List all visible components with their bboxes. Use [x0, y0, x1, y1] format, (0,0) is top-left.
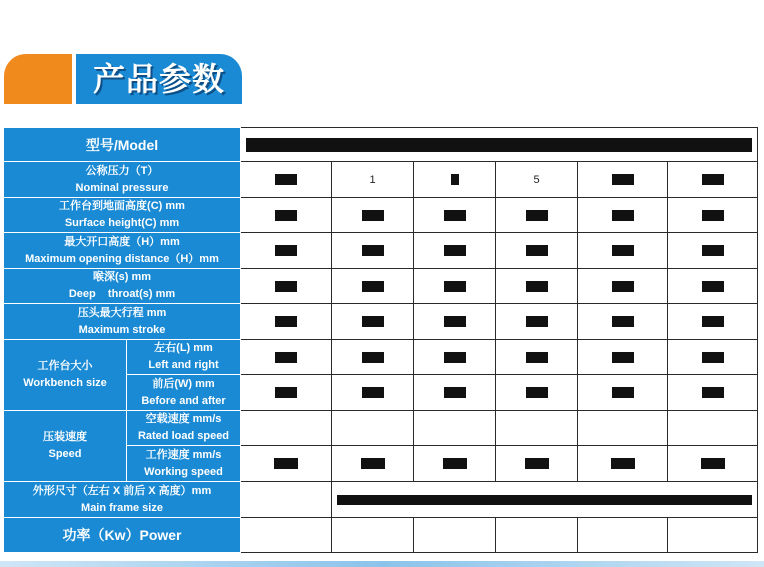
redacted-value — [526, 210, 548, 221]
section-banner — [0, 0, 764, 110]
redacted-value — [702, 352, 724, 363]
redacted-value — [526, 387, 548, 398]
row-speed-rated — [4, 411, 758, 446]
cell — [332, 269, 414, 304]
cell — [496, 375, 578, 411]
redacted-value — [275, 174, 297, 185]
redacted-value — [526, 281, 548, 292]
cell-faint — [414, 411, 496, 446]
frame-values-redacted — [332, 482, 758, 518]
cell — [496, 198, 578, 233]
cell — [241, 233, 332, 269]
redacted-value — [275, 387, 297, 398]
label-zh: 外形尺寸（左右 X 前后 X 高度）mm — [32, 484, 212, 497]
nominal-pressure-label — [4, 162, 241, 198]
redacted-value — [451, 174, 459, 185]
label-en: Rated load speed — [137, 430, 230, 442]
label-en: Surface height(C) mm — [64, 217, 180, 229]
cell — [578, 304, 668, 340]
cell — [578, 269, 668, 304]
row-nominal-pressure — [4, 162, 758, 198]
redacted-value — [612, 316, 634, 327]
redacted-value — [612, 352, 634, 363]
cell — [578, 198, 668, 233]
cell — [578, 162, 668, 198]
cell: 1 — [332, 162, 414, 198]
cell — [496, 269, 578, 304]
cell-faint — [668, 518, 758, 553]
cell — [496, 340, 578, 375]
workbench-fb-label — [127, 375, 241, 411]
cell — [241, 446, 332, 482]
row-max-opening — [4, 233, 758, 269]
cell-faint — [241, 411, 332, 446]
redacted-value — [443, 458, 467, 469]
max-stroke-label — [4, 304, 241, 340]
redacted-value — [444, 245, 466, 256]
deep-throat-label — [4, 269, 241, 304]
cell — [332, 198, 414, 233]
redacted-value — [611, 458, 635, 469]
cell — [414, 198, 496, 233]
frame-size-label — [4, 482, 241, 518]
redacted-value — [525, 458, 549, 469]
cell — [668, 233, 758, 269]
speed-label — [4, 411, 127, 482]
redacted-value — [444, 387, 466, 398]
cell — [414, 340, 496, 375]
label-en: Working speed — [144, 465, 223, 478]
label-zh: 压头最大行程 mm — [77, 306, 167, 319]
label-zh: 最大开口高度（H）mm — [64, 235, 180, 248]
redacted-value — [444, 316, 466, 327]
label-zh: 工作台到地面高度(C) mm — [59, 200, 185, 212]
redacted-value — [275, 210, 297, 221]
cell-faint — [496, 518, 578, 553]
redacted-value — [362, 245, 384, 256]
redacted-value — [612, 245, 634, 256]
redacted-value — [274, 458, 298, 469]
label-en: Left and right — [148, 359, 219, 371]
spec-table — [3, 127, 758, 553]
redacted-value — [702, 387, 724, 398]
row-max-stroke — [4, 304, 758, 340]
banner-orange-block — [4, 54, 72, 104]
redacted-value — [275, 352, 297, 363]
section-title: 产品参数 — [92, 61, 225, 97]
cell — [496, 233, 578, 269]
redacted-value — [612, 210, 634, 221]
cell — [578, 233, 668, 269]
redacted-value — [362, 352, 384, 363]
redacted-value — [444, 352, 466, 363]
cell — [414, 304, 496, 340]
redacted-value — [702, 245, 724, 256]
redacted-value — [444, 210, 466, 221]
redacted-value — [362, 281, 384, 292]
redacted-value — [444, 281, 466, 292]
label-en: Deep throat(s) mm — [68, 288, 176, 300]
cell — [332, 446, 414, 482]
label-en: Workbench size — [23, 377, 107, 389]
redacted-bar — [246, 138, 752, 152]
cell — [668, 446, 758, 482]
cell — [414, 233, 496, 269]
redacted-value — [702, 174, 724, 185]
label-zh: 工作速度 mm/s — [145, 448, 222, 461]
cell — [241, 198, 332, 233]
row-deep-throat — [4, 269, 758, 304]
cell — [414, 162, 496, 198]
label-zh: 公称压力（T） — [85, 164, 159, 177]
cell-faint — [332, 518, 414, 553]
cell-faint — [578, 518, 668, 553]
label-en: Speed — [48, 448, 82, 460]
label-en: Nominal pressure — [75, 181, 169, 194]
cell-faint — [496, 411, 578, 446]
row-surface-height — [4, 198, 758, 233]
redacted-value — [362, 316, 384, 327]
cell — [414, 446, 496, 482]
redacted-value — [612, 281, 634, 292]
cell — [332, 304, 414, 340]
redacted-value — [702, 316, 724, 327]
redacted-value — [362, 210, 384, 221]
cell — [241, 375, 332, 411]
cell — [578, 340, 668, 375]
label-zh: 工作台大小 — [37, 360, 93, 372]
workbench-lr-label — [127, 340, 241, 375]
row-model — [4, 128, 758, 162]
cell-faint — [414, 518, 496, 553]
redacted-value — [702, 210, 724, 221]
redacted-value — [612, 387, 634, 398]
redacted-value — [526, 316, 548, 327]
label-zh: 压装速度 — [43, 431, 87, 443]
redacted-value — [362, 387, 384, 398]
redacted-value — [275, 281, 297, 292]
cell — [668, 375, 758, 411]
label-zh: 空载速度 mm/s — [145, 413, 222, 425]
redacted-value — [361, 458, 385, 469]
redacted-value — [612, 174, 634, 185]
cell-faint — [332, 411, 414, 446]
redacted-value — [275, 245, 297, 256]
model-values-redacted — [241, 128, 758, 162]
power-label: 功率（Kw）Power — [4, 518, 241, 553]
cell-faint — [241, 482, 332, 518]
bottom-divider — [0, 561, 764, 567]
redacted-bar — [337, 495, 752, 505]
cell — [668, 340, 758, 375]
cell — [496, 446, 578, 482]
cell — [414, 375, 496, 411]
cell — [241, 340, 332, 375]
label-en: Maximum opening distance（H）mm — [25, 252, 219, 265]
redacted-value — [526, 245, 548, 256]
cell — [414, 269, 496, 304]
surface-height-label — [4, 198, 241, 233]
cell — [578, 375, 668, 411]
redacted-value — [701, 458, 725, 469]
cell — [668, 304, 758, 340]
redacted-value — [526, 352, 548, 363]
label-zh: 喉深(s) mm — [92, 271, 152, 283]
working-speed-label — [127, 446, 241, 482]
redacted-value — [275, 316, 297, 327]
row-workbench-lr — [4, 340, 758, 375]
label-en: Maximum stroke — [78, 323, 166, 336]
cell — [241, 304, 332, 340]
label-en: Before and after — [141, 394, 226, 407]
cell — [496, 304, 578, 340]
cell-faint — [668, 411, 758, 446]
cell — [668, 162, 758, 198]
cell: 5 — [496, 162, 578, 198]
label-zh: 左右(L) mm — [154, 342, 213, 354]
cell — [332, 340, 414, 375]
cell — [332, 375, 414, 411]
cell — [332, 233, 414, 269]
cell — [241, 162, 332, 198]
model-label: 型号/Model — [4, 128, 241, 162]
cell — [668, 198, 758, 233]
rated-speed-label — [127, 411, 241, 446]
workbench-label — [4, 340, 127, 411]
label-en: Main frame size — [81, 501, 163, 514]
cell — [668, 269, 758, 304]
cell — [241, 269, 332, 304]
label-zh: 前后(W) mm — [152, 377, 215, 390]
cell-faint — [578, 411, 668, 446]
cell — [578, 446, 668, 482]
redacted-value — [702, 281, 724, 292]
row-frame-size — [4, 482, 758, 518]
row-power — [4, 518, 758, 553]
cell-faint — [241, 518, 332, 553]
max-opening-label — [4, 233, 241, 269]
